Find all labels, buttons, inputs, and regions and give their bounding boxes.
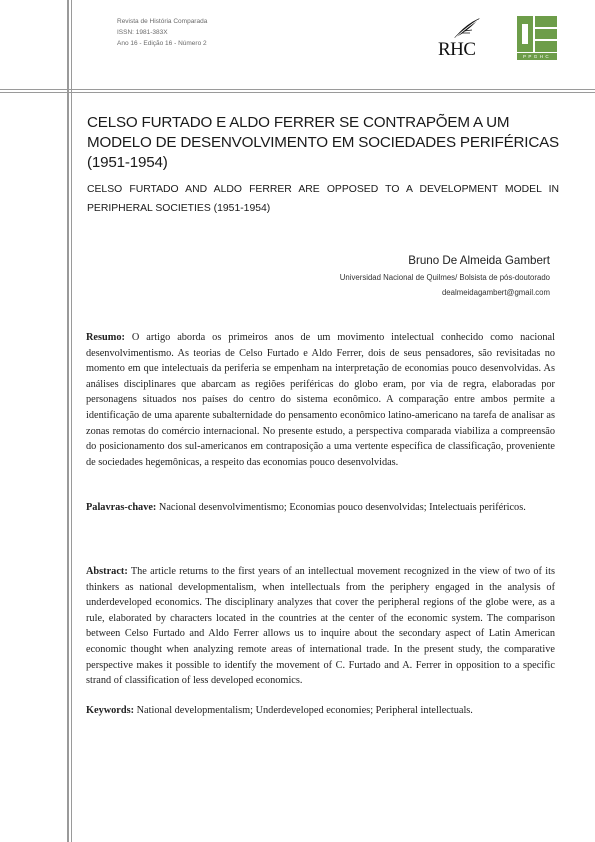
- left-rule-inner: [71, 0, 72, 842]
- title-portuguese: CELSO FURTADO E ALDO FERRER SE CONTRAPÕEM A UM MODELO DE DESENVOLVIMENTO EM SOCIEDADES PERIFÉRICAS (1951-1954): [87, 114, 559, 171]
- abstract-paragraph: [86, 564, 555, 689]
- rhc-logo: [436, 16, 488, 62]
- header-rule-inner: [0, 92, 595, 93]
- abstract-text: The article returns to the first years of an intellectual movement recognized in the view of two of its thinkers as national developmentalism, when intellectuals from the periphery engaged in the analysis of underdeveloped economics. The disciplinary analyzes that cover the peripheral regions of the globe were, as a rule, elaborated by characters located in the countries at the center of the economic system. The comparison between Celso Furtado and Aldo Ferrer allows us to inquire about the secondary aspect of Latin American economic thought when analyzing remote areas of international trade. In the present study, the comparative perspective makes it possible to identify the movement of C. Furtado and A. Ferrer in opposition to a specific strand of classification of less developed economics.: [86, 566, 555, 687]
- journal-edition: Ano 16 - Edição 16 - Número 2: [117, 40, 207, 47]
- keywords-label: Keywords:: [86, 705, 135, 716]
- abstract-label: Abstract:: [86, 566, 128, 577]
- palavras-chave-text: Nacional desenvolvimentismo; Economias pouco desenvolvidas; Intelectuais periféricos.: [158, 502, 526, 513]
- palavras-chave-paragraph: [86, 496, 555, 519]
- journal-issn: ISSN: 1981-383X: [117, 29, 168, 36]
- journal-name: Revista de História Comparada: [117, 18, 208, 25]
- keywords-paragraph: [86, 699, 555, 722]
- author-email[interactable]: dealmeidagambert@gmail.com: [441, 288, 550, 297]
- journal-meta: [117, 16, 207, 49]
- palavras-chave-label: Palavras-chave:: [86, 502, 157, 513]
- ppghc-logo: [517, 16, 557, 60]
- header-rule-outer: [0, 89, 595, 90]
- resumo-label: Resumo:: [86, 332, 125, 343]
- left-rule-outer: [67, 0, 69, 842]
- author-affiliation: Universidad Nacional de Quilmes/ Bolsista de pós-doutorado: [339, 273, 550, 282]
- keywords-text: National developmentalism; Underdeveloped economies; Peripheral intellectuals.: [136, 705, 473, 716]
- ppghc-logo-text: PPGHC: [517, 53, 557, 60]
- author-name: Bruno De Almeida Gambert: [408, 254, 550, 267]
- resumo-paragraph: [86, 330, 555, 470]
- title-english: CELSO FURTADO AND ALDO FERRER ARE OPPOSED TO A DEVELOPMENT MODEL IN PERIPHERAL SOCIETIES (1951-1954): [87, 184, 559, 214]
- resumo-text: O artigo aborda os primeiros anos de um movimento intelectual conhecido como nacional desenvolvimentismo. As teorias de Celso Furtado e Aldo Ferrer, dois de seus pensadores, são revisitadas no momento em que intelectuais da periferia se empenham na interpretação de economias pouco desenvolvidas. As análises disciplinares que abarcam as regiões periféricas do globo eram, por via de regra, elaboradas por personagens situados nos países do centro do sistema econômico. A comparação entre ambos permite a identificação de uma aparente subalternidade do pensamento econômico latino-americano na tarefa de analisar as zonas remotas do comércio internacional. No presente estudo, a perspectiva comparada viabiliza a compreensão do posicionamento dos sul-americanos em contraposição a uma vertente específica de classificação, proveniente de sociedades hegemônicas, a respeito das economias pouco desenvolvidas.: [86, 332, 555, 468]
- quill-feather-icon: [450, 16, 482, 40]
- ppghc-mark-icon: [517, 16, 557, 52]
- rhc-logo-text: RHC: [438, 39, 476, 60]
